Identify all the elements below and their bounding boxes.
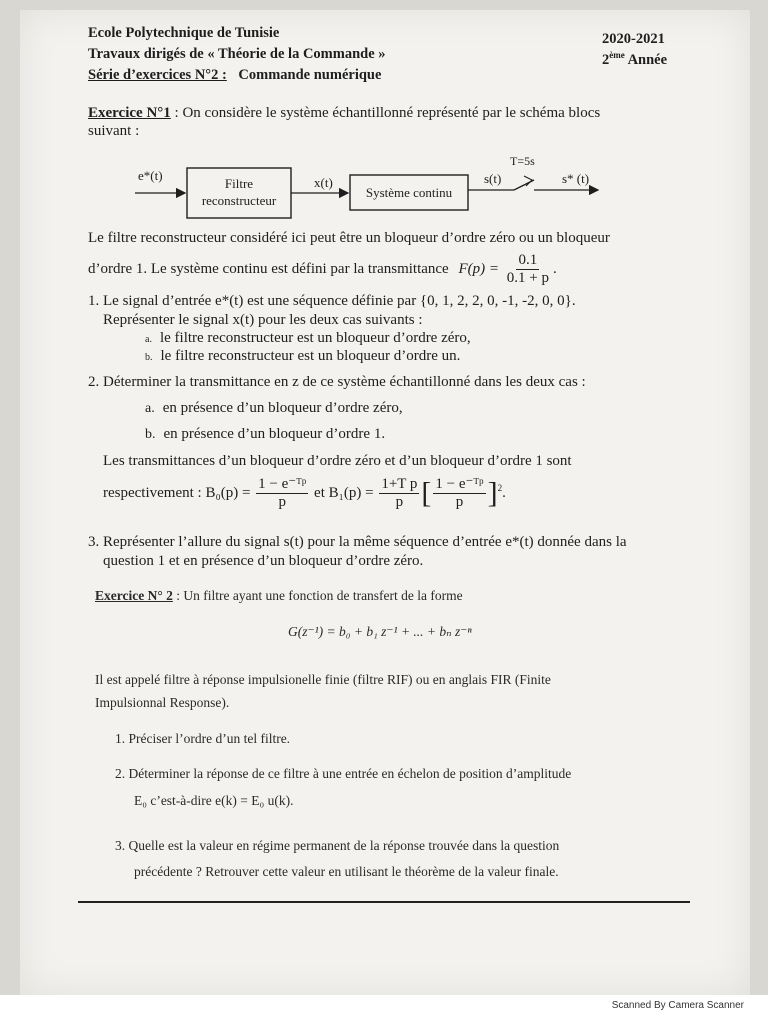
tf-numerator: 0.1 (518, 252, 538, 268)
ex2-formula: G(z⁻¹) = b₀ + b₁ z⁻¹ + ... + bₙ z⁻ⁿ (288, 624, 472, 639)
b1-lhs: B₁(p) = (328, 484, 374, 501)
q1-item-a-text: le filtre reconstructeur est un bloqueur d’ordre zéro, (159, 330, 471, 346)
filter-label-line2: reconstructeur (201, 193, 277, 208)
b0-numerator: 1 − e⁻ᵀᵖ (258, 476, 307, 492)
q2-item-b (145, 426, 385, 443)
output-signal-label: s(t) (484, 171, 502, 186)
b1-fraction (379, 476, 419, 511)
q1-line2: Représenter le signal x(t) pour les deux cas suivants : (103, 312, 423, 328)
tf-denominator: 0.1 + p (506, 270, 549, 286)
tf-fraction (505, 252, 551, 287)
b1-exponent: 2 (497, 482, 503, 493)
tf-lhs: F(p) = (458, 260, 499, 277)
q2-item-a (145, 400, 403, 417)
right-bracket: ] (487, 476, 498, 510)
b1-inner-denominator: p (455, 494, 464, 510)
level-superscript: ème (609, 50, 625, 60)
et-word: et (314, 484, 325, 501)
ex1-paragraph-line2: d’ordre 1. Le système continu est défini par la transmittance F(p) = $\frac{0.1}{0.1 + p}$ . (88, 252, 557, 286)
q1-item-b-text: le filtre reconstructeur est un bloqueur d’ordre un. (160, 348, 461, 364)
ex2-title: Exercice N° 2 (95, 588, 173, 603)
ex2-paragraph-line2: Impulsionnal Response). (95, 695, 230, 710)
ex2-q1: 1. Préciser l’ordre d’un tel filtre. (115, 731, 291, 746)
ex1-intro: : On considère le système échantillonné représenté par le schéma blocs (174, 105, 601, 121)
b1-denominator: p (395, 494, 404, 510)
bottom-rule (78, 901, 690, 903)
course-title: Travaux dirigés de « Théorie de la Commande » (88, 46, 386, 62)
tf-text: d’ordre 1. Le système continu est défini par la transmittance (88, 260, 449, 277)
ex2-intro-line (95, 588, 463, 604)
series-label: Série d’exercices N°2 : (88, 67, 227, 83)
ex2-paragraph-line1: Il est appelé filtre à réponse impulsionelle finie (filtre RIF) ou en anglais FIR (Finite (95, 672, 551, 687)
b0-lhs: B₀(p) = (205, 484, 251, 501)
ex2-q2-line1: 2. Déterminer la réponse de ce filtre à une entrée en échelon de position d’amplitude (115, 766, 572, 781)
filter-label-line1: Filtre (224, 176, 254, 191)
q3-line2: question 1 et en présence d’un bloqueur d’ordre zéro. (103, 553, 424, 569)
level-word: Année (627, 51, 668, 68)
q1-item-b (145, 348, 460, 365)
q3-line1: 3. Représenter l’allure du signal s(t) pour la même séquence d’entrée e*(t) donnée dans la (88, 534, 627, 550)
q1-line1: 1. Le signal d’entrée e*(t) est une séquence définie par {0, 1, 2, 2, 0, -1, -2, 0, 0}. (88, 293, 576, 309)
ex1-intro-cont: suivant : (88, 123, 140, 139)
b1-numerator: 1+T p (381, 476, 418, 492)
academic-year: 2020-2021 (602, 31, 665, 47)
b0-denominator: p (278, 494, 286, 510)
study-level (602, 50, 667, 69)
input-signal-label: e*(t) (138, 168, 163, 183)
ex1-intro-line (88, 105, 600, 122)
q2-hint-formulas: respectivement : B₀(p) = $\frac{\text{1 − e⁻ᵀᵖ}}{p}$ et B₁(p) = $\frac{\text{1+T p}}{p}$ [ $\frac{\text{1 − e⁻ᵀᵖ}}{p}$ ]$^2$. (103, 476, 506, 510)
block-diagram (130, 150, 610, 225)
ex1-title: Exercice N°1 (88, 105, 171, 121)
level-number: 2 (602, 51, 610, 68)
q2-hint-line1: Les transmittances d’un bloqueur d’ordre zéro et d’un bloqueur d’ordre 1 sont (103, 453, 572, 469)
q1-item-b-letter: b. (145, 352, 153, 363)
b1-inner-fraction (433, 476, 485, 511)
system-label: Système continu (365, 185, 453, 200)
q2-line: 2. Déterminer la transmittance en z de ce système échantillonné dans les deux cas : (88, 374, 586, 390)
ex1-paragraph-line1: Le filtre reconstructeur considéré ici peut être un bloqueur d’ordre zéro ou un bloqueur (88, 230, 610, 246)
school-name: Ecole Polytechnique de Tunisie (88, 25, 280, 41)
series-topic: Commande numérique (238, 67, 382, 83)
ex2-intro: : Un filtre ayant une fonction de transfert de la forme (176, 588, 463, 603)
q1-item-a-letter: a. (145, 334, 152, 345)
scanner-watermark: Scanned By Camera Scanner (611, 1000, 744, 1011)
mid-signal-label: x(t) (314, 175, 333, 190)
ex2-q2-line2: E₀ c’est-à-dire e(k) = E₀ u(k). (134, 793, 294, 808)
q2-item-a-text: en présence d’un bloqueur d’ordre zéro, (162, 400, 403, 416)
q1-item-a (145, 330, 471, 347)
b0-fraction (256, 476, 308, 511)
ex2-q3-line1: 3. Quelle est la valeur en régime permanent de la réponse trouvée dans la question (115, 838, 560, 853)
q2-item-a-letter: a. (145, 401, 155, 416)
sampling-period-label: T=5s (510, 154, 535, 168)
respectivement-label: respectivement : (103, 484, 202, 501)
b1-inner-numerator: 1 − e⁻ᵀᵖ (435, 476, 484, 492)
series-line (88, 67, 381, 84)
q2-item-b-text: en présence d’un bloqueur d’ordre 1. (163, 426, 386, 442)
sampled-output-label: s* (t) (562, 171, 590, 186)
left-bracket: [ (421, 476, 432, 510)
q2-item-b-letter: b. (145, 427, 156, 442)
ex2-q3-line2: précédente ? Retrouver cette valeur en utilisant le théorème de la valeur finale. (134, 864, 559, 879)
